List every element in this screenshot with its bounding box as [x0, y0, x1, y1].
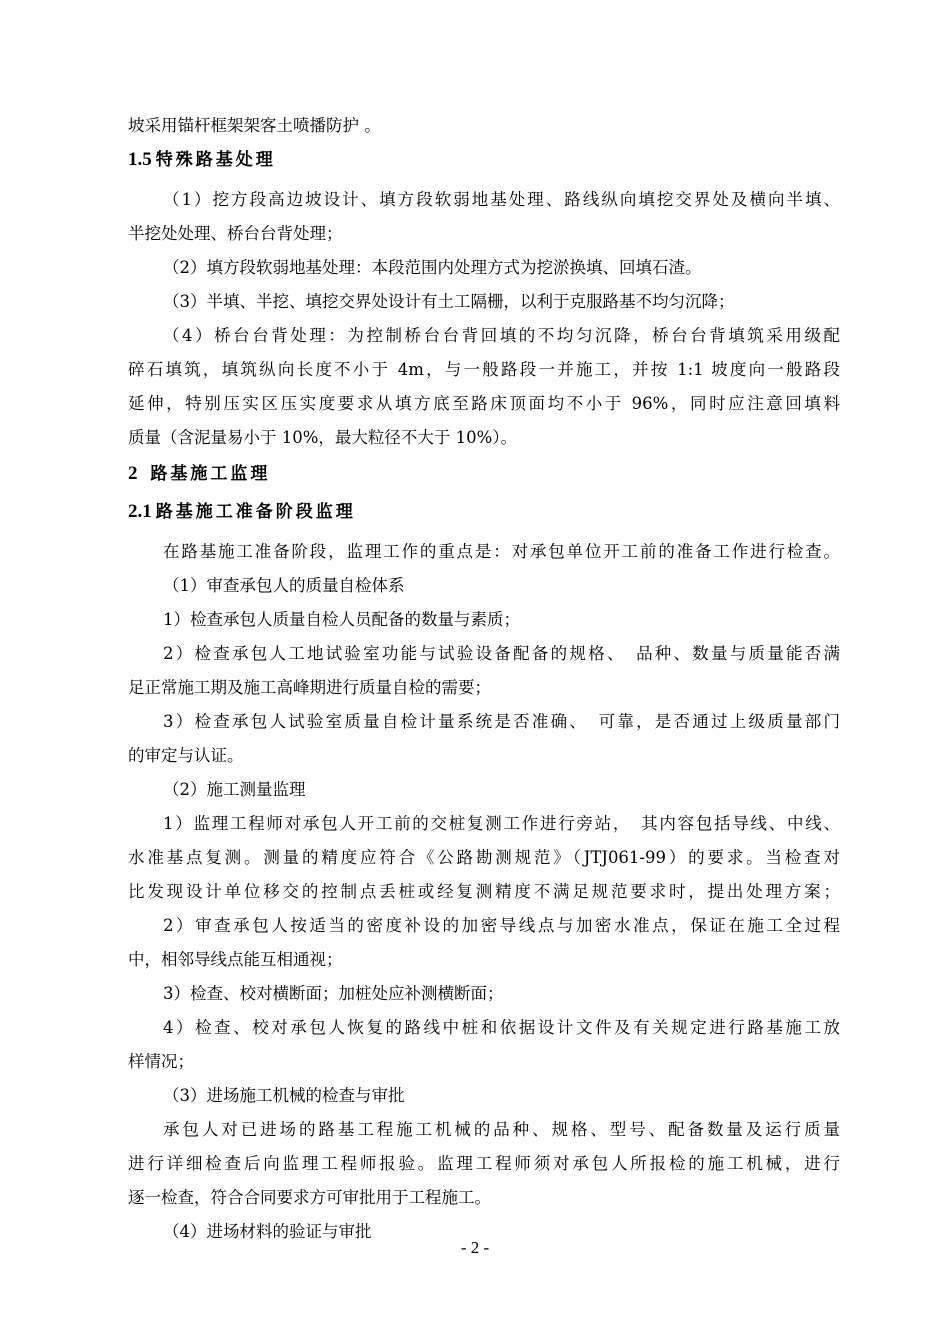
paragraph-line: 水准基点复测。测量的精度应符合《公路勘测规范》（JTJ061-99）的要求。当检查对 — [128, 848, 840, 867]
paragraph-line: 2）检查承包人工地试验室功能与试验设备配备的规格、 品种、数量与质量能否满 — [163, 644, 840, 663]
paragraph-line: 半挖处处理、桥台台背处理； — [128, 224, 343, 243]
paragraph-line: 1）监理工程师对承包人开工前的交桩复测工作进行旁站， 其内容包括导线、中线、 — [163, 814, 840, 833]
paragraph-line: （1）审查承包人的质量自检体系 — [163, 576, 405, 595]
heading-text: 特殊路基处理 — [155, 150, 276, 170]
paragraph-line: 2）审查承包人按适当的密度补设的加密导线点与加密水准点，保证在施工全过程 — [163, 916, 840, 935]
heading-number: 1.5 — [128, 149, 152, 170]
paragraph-line: 1）检查承包人质量自检人员配备的数量与素质； — [163, 610, 520, 629]
paragraph-line: 逐一检查，符合合同要求方可审批用于工程施工。 — [128, 1188, 491, 1207]
paragraph-line: 坡采用锚杆框架架客土喷播防护 。 — [128, 116, 381, 135]
paragraph-line: （1）挖方段高边坡设计、填方段软弱地基处理、路线纵向填挖交界处及横向半填、 — [163, 190, 840, 209]
paragraph-line: 比发现设计单位移交的控制点丢桩或经复测精度不满足规范要求时，提出处理方案； — [128, 882, 840, 901]
paragraph-line: 质量（含泥量易小于 10%，最大粒径不大于 10%）。 — [128, 428, 518, 447]
heading-number: 2.1 — [128, 501, 152, 522]
paragraph-line: （2）填方段软弱地基处理：本段范围内处理方式为挖淤换填、回填石渣。 — [163, 258, 702, 277]
page-number: - 2 - — [460, 1238, 490, 1257]
heading-number: 2 — [128, 463, 138, 484]
paragraph-line: 样情况； — [128, 1052, 194, 1071]
paragraph-line: 碎石填筑，填筑纵向长度不小于 4m，与一般路段一并施工，并按 1:1 坡度向一般路段 — [128, 360, 840, 379]
paragraph-line: （4）桥台台背处理：为控制桥台台背回填的不均匀沉降，桥台台背填筑采用级配 — [163, 326, 840, 345]
paragraph-line: 的审定与认证。 — [128, 746, 244, 765]
paragraph-line: 中，相邻导线点能互相通视； — [128, 950, 343, 969]
heading-text: 路基施工监理 — [150, 464, 271, 484]
paragraph-line: 足正常施工期及施工高峰期进行质量自检的需要； — [128, 678, 491, 697]
section-heading-1-5 — [128, 148, 840, 172]
paragraph-line: （4）进场材料的验证与审批 — [163, 1222, 372, 1241]
paragraph-line: 延伸，特别压实区压实度要求从填方底至路床顶面均不小于 96%，同时应注意回填料 — [128, 394, 840, 413]
paragraph-line: 进行详细检查后向监理工程师报验。监理工程师须对承包人所报检的施工机械，进行 — [128, 1154, 840, 1173]
heading-text: 路基施工准备阶段监理 — [155, 502, 356, 522]
paragraph-line: 3）检查承包人试验室质量自检计量系统是否准确、 可靠，是否通过上级质量部门 — [163, 712, 840, 731]
paragraph-line: （3）进场施工机械的检查与审批 — [163, 1086, 405, 1105]
section-heading-2-1 — [128, 500, 840, 524]
paragraph-line: （2）施工测量监理 — [163, 780, 306, 799]
section-heading-2 — [128, 462, 840, 486]
paragraph-line: 承包人对已进场的路基工程施工机械的品种、规格、型号、配备数量及运行质量 — [163, 1120, 840, 1139]
paragraph-line: 3）检查、校对横断面；加桩处应补测横断面； — [163, 984, 504, 1003]
paragraph-line: 在路基施工准备阶段，监理工作的重点是：对承包单位开工前的准备工作进行检查。 — [163, 542, 840, 561]
paragraph-line: （3）半填、半挖、填挖交界处设计有土工隔栅，以利于克服路基不均匀沉降； — [163, 292, 735, 311]
paragraph-line: 4）检查、校对承包人恢复的路线中桩和依据设计文件及有关规定进行路基施工放 — [163, 1018, 840, 1037]
